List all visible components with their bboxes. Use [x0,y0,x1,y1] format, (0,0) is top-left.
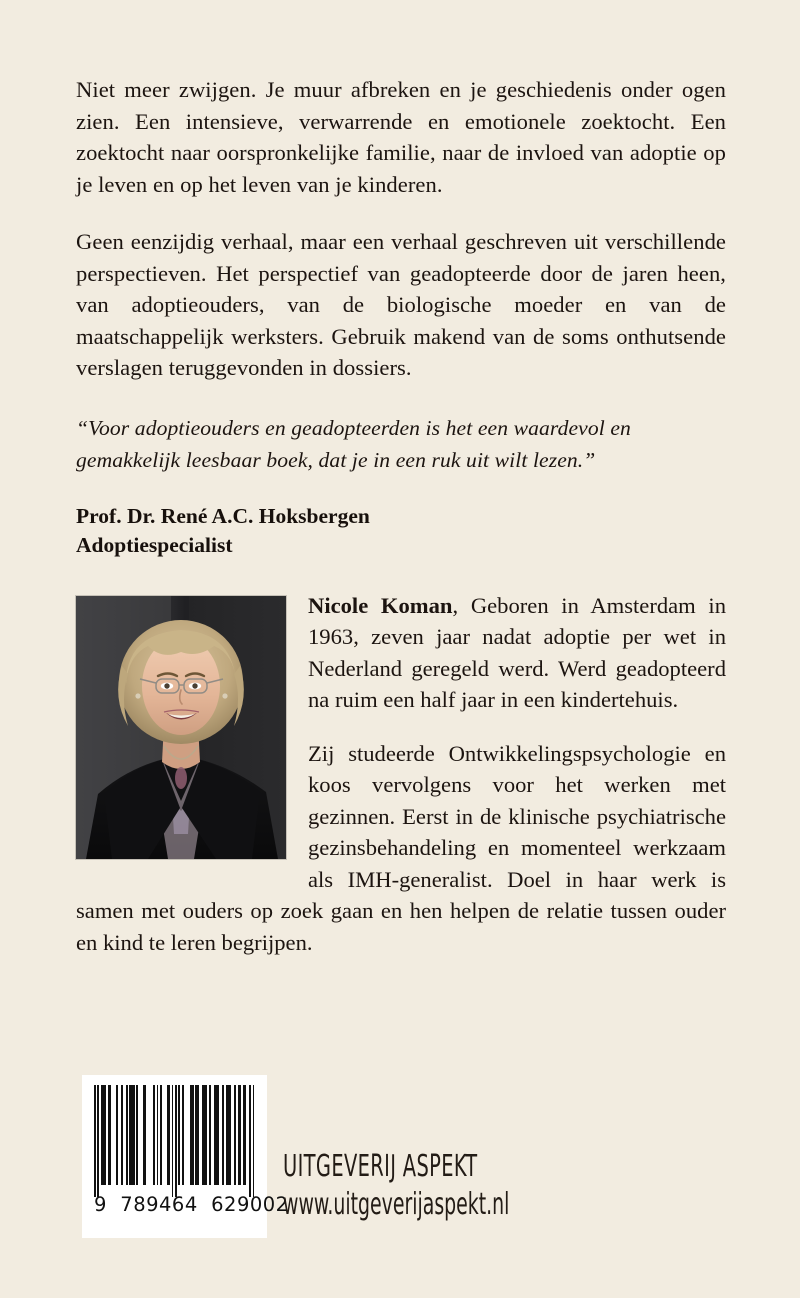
barcode [82,1075,289,1238]
endorsement-attribution-name: Prof. Dr. René A.C. Hoksbergen [76,503,370,528]
cover-content [76,74,726,958]
blurb-paragraph-2: Geen eenzijdig verhaal, maar een verhaal geschreven uit verschillende perspectieven. Het perspectief van geadopteerde door de jaren heen, van adoptieouders, van de biologische moeder en van de maatschappelijk werksters. Gebruik makend van de soms onthutsende verslagen teruggevonden in dossiers. [76,229,726,380]
author-bio-paragraph-2: Zij studeerde Ontwikkelingspsychologie en koos vervolgens voor het werken met gezinnen. Eerst in de klinische psychiatrische gezinsbehandeling en momenteel werkzaam als IMH-generalist. Doel in haar werk is samen met ouders op zoek gaan en hen helpen de relatie tussen ouder en kind te leren begrijpen. [76,740,726,955]
blurb-paragraph-1: Niet meer zwijgen. Je muur afbreken en je geschiedenis onder ogen zien. Een intensieve, verwarrende en emotionele zoektocht. Een zoektocht naar oorspronkelijke familie, naar de invloed van adoptie op je leven en op het leven van je kinderen. [76,77,726,197]
cover-footer [0,1068,800,1298]
author-name: Nicole Koman [308,592,453,618]
endorsement-attribution-role: Adoptiespecialist [76,532,233,557]
publisher-url: www.uitgeverijaspekt.nl [283,1187,510,1222]
barcode-number: 9 789464 629002 [94,1193,289,1216]
barcode-bars [94,1085,255,1197]
barcode-bar [253,1085,255,1197]
author-photo [76,596,286,859]
publisher-name: UITGEVERIJ ASPEKT [283,1149,478,1184]
publisher-block [283,1150,713,1222]
endorsement-quote: “Voor adoptieouders en geadopteerden is het een waardevol en gemakkelijk leesbaar boek, dat je in een ruk uit wilt lezen.” [76,415,631,472]
author-bio-paragraph-1-rest: , Geboren in Amsterdam in 1963, zeven jaar nadat adoptie per wet in Nederland geregeld werd. Werd geadopteerd na ruim een half jaar in een kindertehuis. [308,592,727,712]
barcode-bar [184,1085,191,1185]
blurb-section [76,74,726,384]
barcode-bar [146,1085,153,1185]
endorsement-section [76,412,726,560]
endorsement-attribution [76,502,726,560]
author-section [76,590,726,959]
author-portrait-image [76,596,286,859]
